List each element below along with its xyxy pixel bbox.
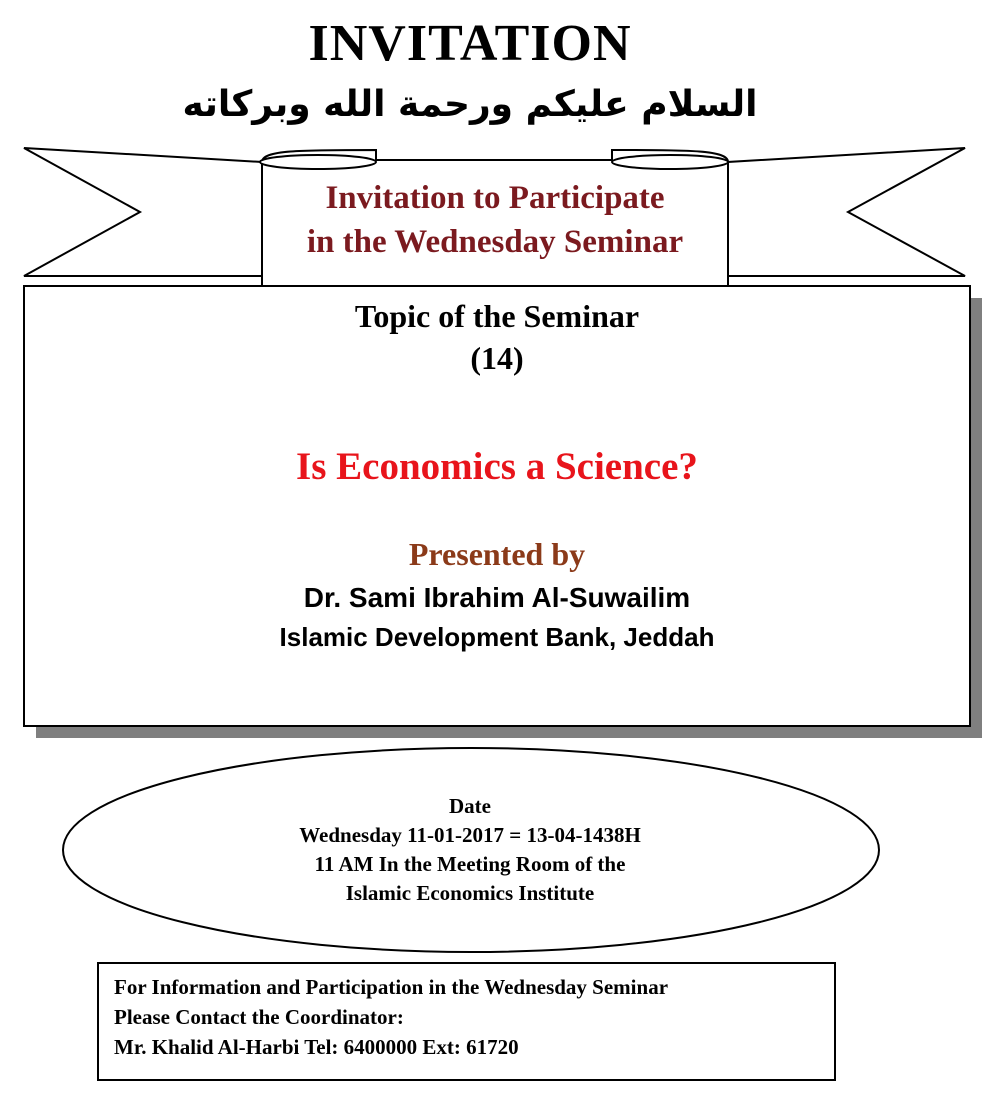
banner-line-1: Invitation to Participate xyxy=(325,180,665,216)
presenter-name: Dr. Sami Ibrahim Al-Suwailim xyxy=(303,582,691,613)
contact-line-1: For Information and Participation in the Wednesday Seminar xyxy=(114,975,669,999)
ribbon-tail-right xyxy=(728,148,965,276)
contact-details xyxy=(114,972,814,1062)
contact-line-2: Please Contact the Coordinator: xyxy=(114,1005,404,1029)
date-label: Date xyxy=(449,794,491,818)
date-value: Wednesday 11-01-2017 = 13-04-1438H xyxy=(299,823,641,847)
date-details xyxy=(200,792,740,908)
topic-label: Topic of the Seminar xyxy=(354,298,640,334)
banner-curl-right xyxy=(612,155,728,169)
ribbon-tail-left xyxy=(24,148,262,276)
arabic-greeting: السلام عليكم ورحمة الله وبركاته xyxy=(182,84,758,125)
banner-curl-left xyxy=(260,155,376,169)
banner-line-2: in the Wednesday Seminar xyxy=(306,224,684,260)
presenter-affiliation: Islamic Development Bank, Jeddah xyxy=(279,622,715,652)
page-title: INVITATION xyxy=(308,15,632,72)
banner-front xyxy=(262,150,728,286)
contact-line-3: Mr. Khalid Al-Harbi Tel: 6400000 Ext: 61720 xyxy=(114,1035,519,1059)
venue: Islamic Economics Institute xyxy=(345,881,595,905)
seminar-title: Is Economics a Science? xyxy=(296,445,698,488)
time-place: 11 AM In the Meeting Room of the xyxy=(314,852,626,876)
presented-by-label: Presented by xyxy=(408,536,586,572)
topic-number: (14) xyxy=(470,340,524,376)
